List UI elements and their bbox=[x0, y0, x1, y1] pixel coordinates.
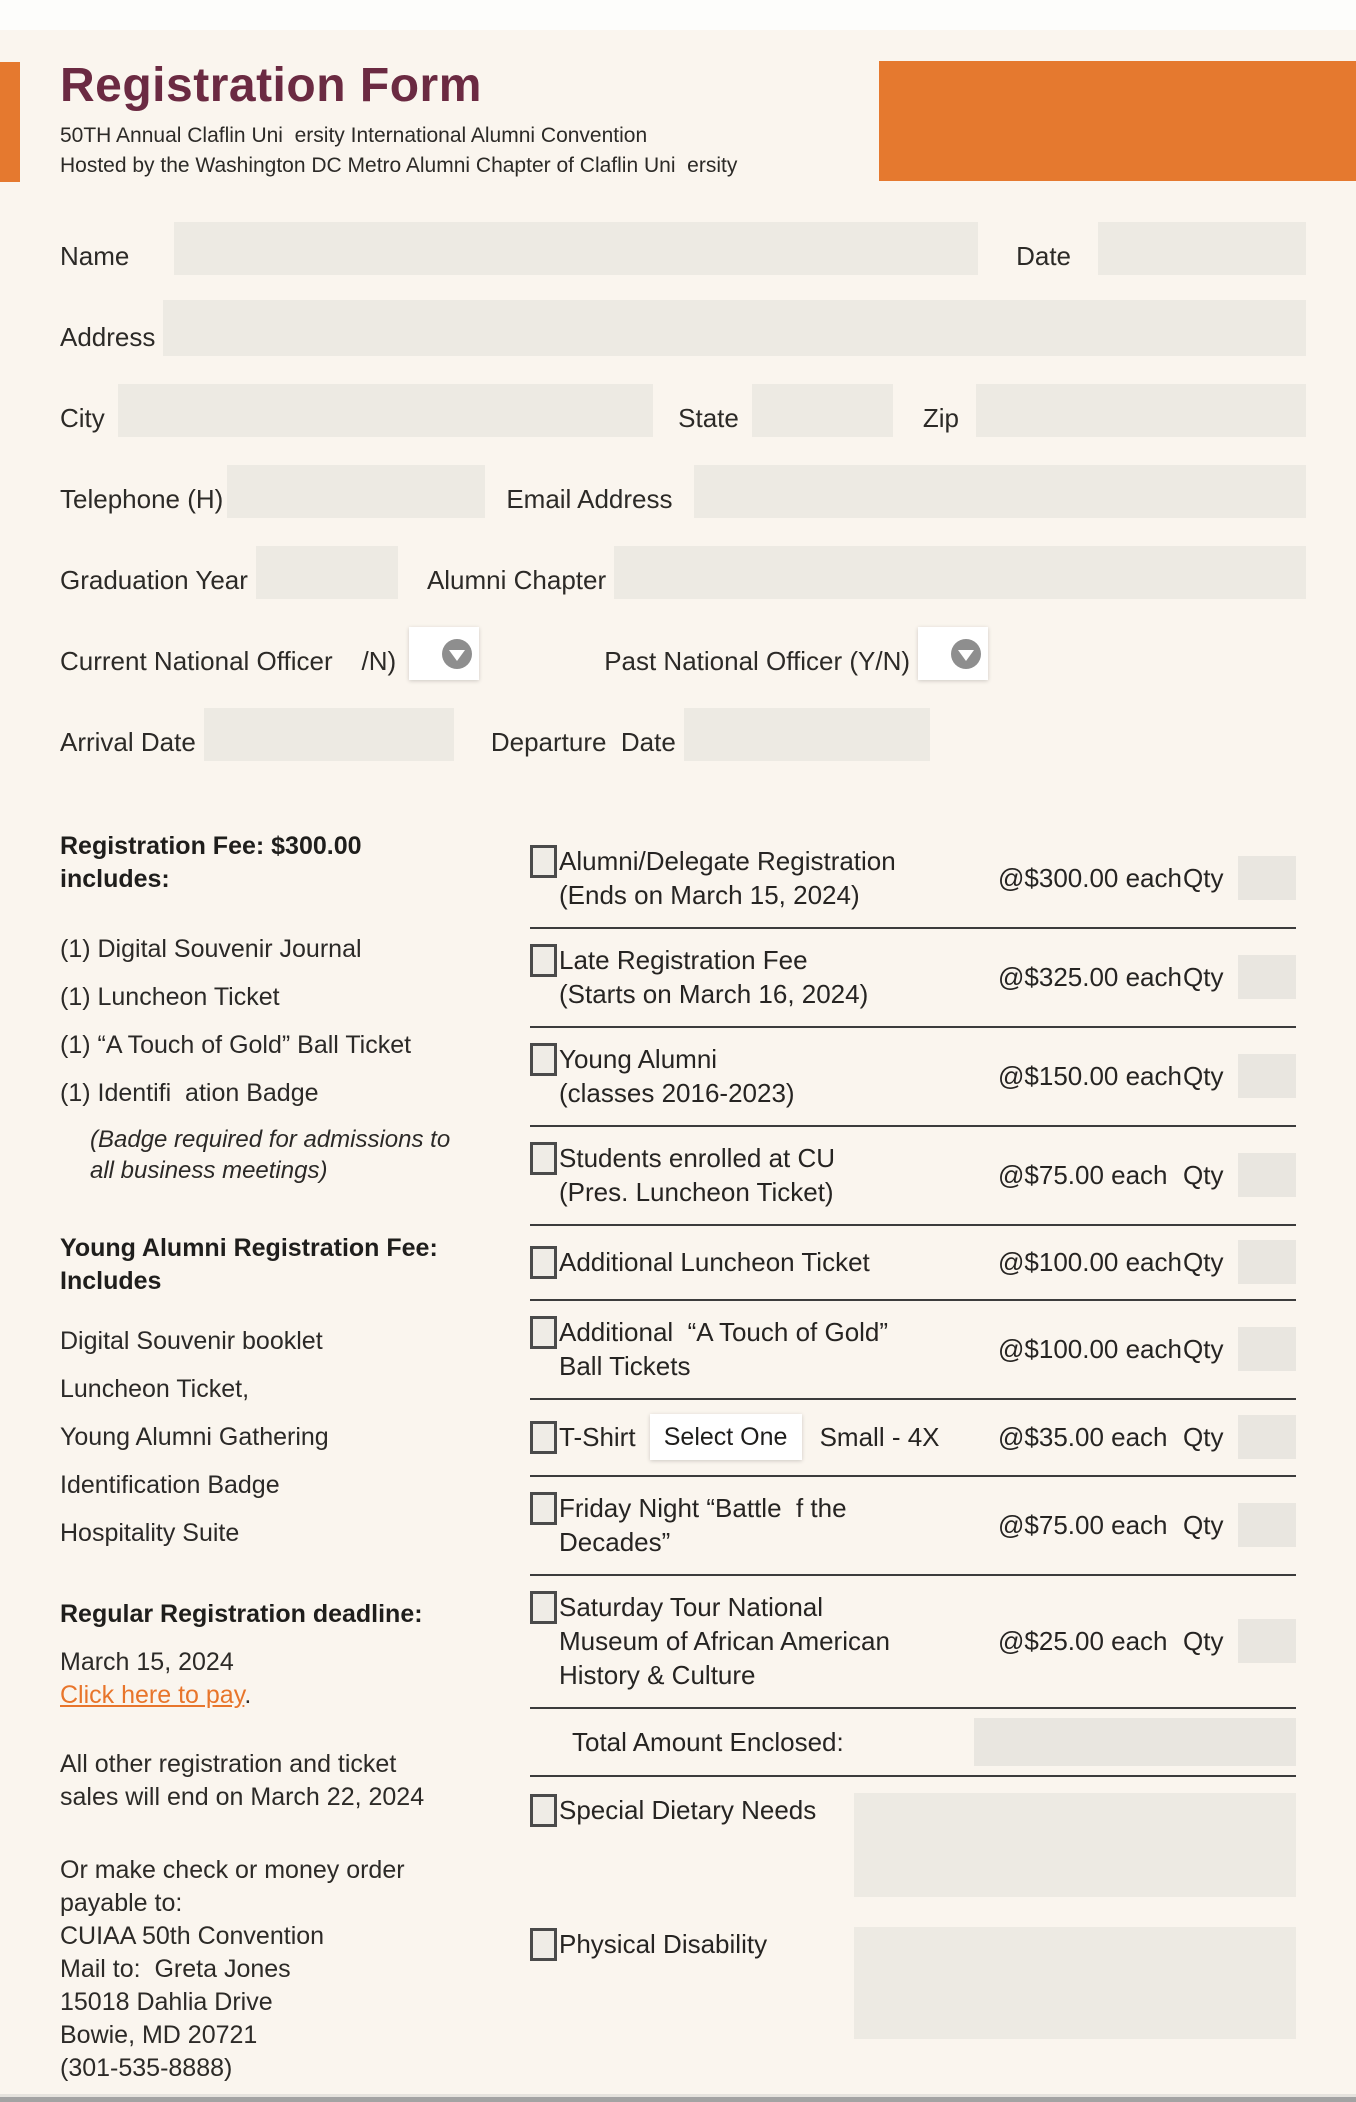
zip-label: Zip bbox=[922, 403, 959, 433]
check-line: Mail to: Greta Jones bbox=[60, 1955, 291, 1983]
checkbox[interactable] bbox=[530, 1246, 557, 1279]
qty-label: Qty bbox=[1183, 1060, 1224, 1091]
order-item-label: Friday Night “Battle f the bbox=[559, 1493, 847, 1523]
order-item-sublabel: (Starts on March 16, 2024) bbox=[559, 979, 869, 1009]
name-input[interactable] bbox=[174, 222, 978, 275]
price-label: @$100.00 each bbox=[998, 1246, 1182, 1277]
list-item: Young Alumni Gathering bbox=[60, 1423, 329, 1451]
order-item-sublabel: (Pres. Luncheon Ticket) bbox=[559, 1177, 834, 1207]
order-item-label: Additional Luncheon Ticket bbox=[559, 1247, 870, 1277]
order-item-row-additional-ball bbox=[530, 1301, 1296, 1400]
tshirt-size-range: Small - 4X bbox=[819, 1421, 940, 1452]
columns-section bbox=[60, 830, 1296, 2085]
checkbox[interactable] bbox=[530, 1591, 557, 1624]
physical-disability-input[interactable] bbox=[854, 1927, 1296, 2039]
address-row bbox=[60, 303, 1306, 356]
qty-input[interactable] bbox=[1238, 1054, 1296, 1098]
list-item: (1) “A Touch of Gold” Ball Ticket bbox=[60, 1031, 412, 1059]
check-line: 15018 Dahlia Drive bbox=[60, 1988, 273, 2016]
arrival-input[interactable] bbox=[204, 708, 454, 761]
qty-input[interactable] bbox=[1238, 856, 1296, 900]
order-item-sublabel: Ball Tickets bbox=[559, 1351, 691, 1381]
badge-note: (Badge required for admissions to all business meetings) bbox=[90, 1126, 451, 1184]
name-label: Name bbox=[60, 241, 130, 271]
total-amount-label: Total Amount Enclosed: bbox=[572, 1726, 844, 1757]
bottom-bar bbox=[0, 2094, 1356, 2102]
sales-end-text: All other registration and ticket sales will end on March 22, 2024 bbox=[60, 1750, 425, 1811]
tshirt-size-select[interactable]: Select One bbox=[650, 1414, 802, 1460]
chevron-down-icon bbox=[442, 639, 472, 669]
total-row bbox=[530, 1709, 1296, 1777]
date-input[interactable] bbox=[1098, 222, 1306, 275]
registration-fee-items bbox=[60, 932, 472, 1110]
order-item-label: Young Alumni bbox=[559, 1044, 718, 1074]
list-item: Digital Souvenir booklet bbox=[60, 1327, 323, 1355]
past-officer-dropdown[interactable] bbox=[918, 627, 988, 680]
past-officer-label: Past National Officer (Y/N) bbox=[604, 646, 911, 676]
physical-disability-row bbox=[530, 1927, 1296, 2039]
list-item: Identification Badge bbox=[60, 1471, 280, 1499]
price-label: @$35.00 each bbox=[998, 1421, 1168, 1452]
top-strip bbox=[0, 0, 1356, 30]
special-dietary-row bbox=[530, 1793, 1296, 1897]
checkbox[interactable] bbox=[530, 1043, 557, 1076]
checkbox[interactable] bbox=[530, 1928, 557, 1961]
arrival-departure-row bbox=[60, 708, 1306, 761]
email-label: Email Address bbox=[506, 484, 673, 514]
price-label: @$100.00 each bbox=[998, 1333, 1182, 1364]
pay-line bbox=[60, 1679, 472, 1712]
chevron-down-icon bbox=[951, 639, 981, 669]
arrival-label: Arrival Date bbox=[60, 727, 196, 757]
checkbox[interactable] bbox=[530, 1794, 557, 1827]
address-label: Address bbox=[60, 322, 156, 352]
pay-link[interactable]: Click here to pay bbox=[60, 1681, 245, 1709]
telephone-input[interactable] bbox=[227, 465, 485, 518]
gradyear-chapter-row bbox=[60, 546, 1306, 599]
deadline-heading: Regular Registration deadline: bbox=[60, 1600, 423, 1628]
order-item-sublabel: Decades” bbox=[559, 1527, 671, 1557]
order-item-label: Alumni/Delegate Registration bbox=[559, 846, 896, 876]
telephone-label: Telephone (H) bbox=[60, 484, 224, 514]
subtitle-line-2: Hosted by the Washington DC Metro Alumni Chapter of Claflin Uni ersity bbox=[60, 154, 738, 177]
departure-label: Departure Date bbox=[490, 727, 676, 757]
order-item-label: Additional “A Touch of Gold” bbox=[559, 1317, 889, 1347]
qty-label: Qty bbox=[1183, 1625, 1224, 1656]
checkbox[interactable] bbox=[530, 1492, 557, 1525]
qty-label: Qty bbox=[1183, 961, 1224, 992]
header bbox=[60, 58, 840, 180]
city-state-zip-row bbox=[60, 384, 1306, 437]
order-item-row-young-alumni bbox=[530, 1028, 1296, 1127]
qty-input[interactable] bbox=[1238, 1619, 1296, 1663]
registration-fee-heading: Registration Fee: $300.00 includes: bbox=[60, 832, 362, 893]
alumni-chapter-label: Alumni Chapter bbox=[426, 565, 607, 595]
list-item: (1) Digital Souvenir Journal bbox=[60, 935, 362, 963]
qty-label: Qty bbox=[1183, 862, 1224, 893]
subtitle-line-1: 50TH Annual Claflin Uni ersity International Alumni Convention bbox=[60, 124, 648, 147]
price-label: @$75.00 each bbox=[998, 1509, 1168, 1540]
state-label: State bbox=[678, 403, 739, 433]
qty-label: Qty bbox=[1183, 1159, 1224, 1190]
young-alumni-items bbox=[60, 1324, 472, 1550]
check-line: (301-535-8888) bbox=[60, 2054, 233, 2082]
young-alumni-heading: Young Alumni Registration Fee: Includes bbox=[60, 1234, 438, 1295]
physical-disability-label: Physical Disability bbox=[559, 1929, 768, 1959]
city-input[interactable] bbox=[118, 384, 653, 437]
order-item-sublabel: (Ends on March 15, 2024) bbox=[559, 880, 860, 910]
checkbox[interactable] bbox=[530, 845, 557, 878]
special-dietary-input[interactable] bbox=[854, 1793, 1296, 1897]
list-item: (1) Identifi ation Badge bbox=[60, 1079, 319, 1107]
check-payment-block bbox=[60, 1854, 460, 2085]
list-item: Luncheon Ticket, bbox=[60, 1375, 250, 1403]
qty-input[interactable] bbox=[1238, 955, 1296, 999]
officer-row bbox=[60, 627, 1306, 680]
pay-link-period: . bbox=[244, 1681, 252, 1709]
email-input[interactable] bbox=[694, 465, 1307, 518]
order-item-row-students bbox=[530, 1127, 1296, 1226]
price-label: @$150.00 each bbox=[998, 1060, 1182, 1091]
address-input[interactable] bbox=[163, 300, 1306, 356]
order-item-row-saturday-tour bbox=[530, 1576, 1296, 1709]
order-item-sublabel: (classes 2016-2023) bbox=[559, 1078, 795, 1108]
qty-label: Qty bbox=[1183, 1509, 1224, 1540]
price-label: @$300.00 each bbox=[998, 862, 1182, 893]
qty-input[interactable] bbox=[1238, 1153, 1296, 1197]
page-title: Registration Form bbox=[60, 59, 482, 112]
total-amount-input[interactable] bbox=[974, 1718, 1296, 1766]
alumni-chapter-input[interactable] bbox=[614, 546, 1306, 599]
checkbox[interactable] bbox=[530, 1316, 557, 1349]
personal-info-section bbox=[60, 222, 1306, 789]
special-dietary-label: Special Dietary Needs bbox=[559, 1795, 817, 1825]
check-line: Bowie, MD 20721 bbox=[60, 2021, 258, 2049]
order-item-label: Students enrolled at CU bbox=[559, 1143, 836, 1173]
zip-input[interactable] bbox=[976, 384, 1306, 437]
order-item-label: Late Registration Fee bbox=[559, 945, 808, 975]
qty-input[interactable] bbox=[1238, 1503, 1296, 1547]
info-column bbox=[60, 830, 472, 2085]
current-officer-dropdown[interactable] bbox=[409, 627, 479, 680]
state-input[interactable] bbox=[752, 384, 893, 437]
checkbox[interactable] bbox=[530, 1421, 557, 1454]
order-item-row-additional-luncheon bbox=[530, 1226, 1296, 1301]
graduation-year-label: Graduation Year bbox=[60, 565, 248, 595]
price-label: @$325.00 each bbox=[998, 961, 1182, 992]
deadline-date: March 15, 2024 bbox=[60, 1648, 234, 1676]
date-label: Date bbox=[1016, 241, 1071, 271]
qty-label: Qty bbox=[1183, 1333, 1224, 1364]
order-column bbox=[530, 830, 1296, 2085]
order-item-row-alumni-delegate bbox=[530, 830, 1296, 929]
order-item-sublabel: Museum of African American bbox=[559, 1626, 890, 1656]
qty-input[interactable] bbox=[1238, 1240, 1296, 1284]
orange-accent-left bbox=[0, 62, 20, 182]
order-item-row-friday-night bbox=[530, 1477, 1296, 1576]
graduation-year-input[interactable] bbox=[256, 546, 398, 599]
order-item-label: Saturday Tour National bbox=[559, 1592, 824, 1622]
checkbox[interactable] bbox=[530, 1142, 557, 1175]
list-item: (1) Luncheon Ticket bbox=[60, 983, 280, 1011]
price-label: @$75.00 each bbox=[998, 1159, 1168, 1190]
list-item: Hospitality Suite bbox=[60, 1519, 240, 1547]
qty-input[interactable] bbox=[1238, 1327, 1296, 1371]
check-line: CUIAA 50th Convention bbox=[60, 1922, 325, 1950]
qty-label: Qty bbox=[1183, 1421, 1224, 1452]
qty-input[interactable] bbox=[1238, 1415, 1296, 1459]
order-item-label: T-Shirt bbox=[559, 1422, 636, 1452]
order-item-sublabel: History & Culture bbox=[559, 1660, 756, 1690]
city-label: City bbox=[60, 403, 105, 433]
order-item-row-late-registration bbox=[530, 929, 1296, 1028]
price-label: @$25.00 each bbox=[998, 1625, 1168, 1656]
qty-label: Qty bbox=[1183, 1246, 1224, 1277]
phone-email-row bbox=[60, 465, 1306, 518]
orange-banner-right bbox=[879, 61, 1356, 181]
order-item-row-tshirt bbox=[530, 1400, 1296, 1477]
departure-input[interactable] bbox=[684, 708, 930, 761]
check-line: Or make check or money order payable to: bbox=[60, 1856, 412, 1917]
name-date-row bbox=[60, 222, 1306, 275]
current-officer-label: Current National Officer /N) bbox=[60, 646, 397, 676]
checkbox[interactable] bbox=[530, 944, 557, 977]
